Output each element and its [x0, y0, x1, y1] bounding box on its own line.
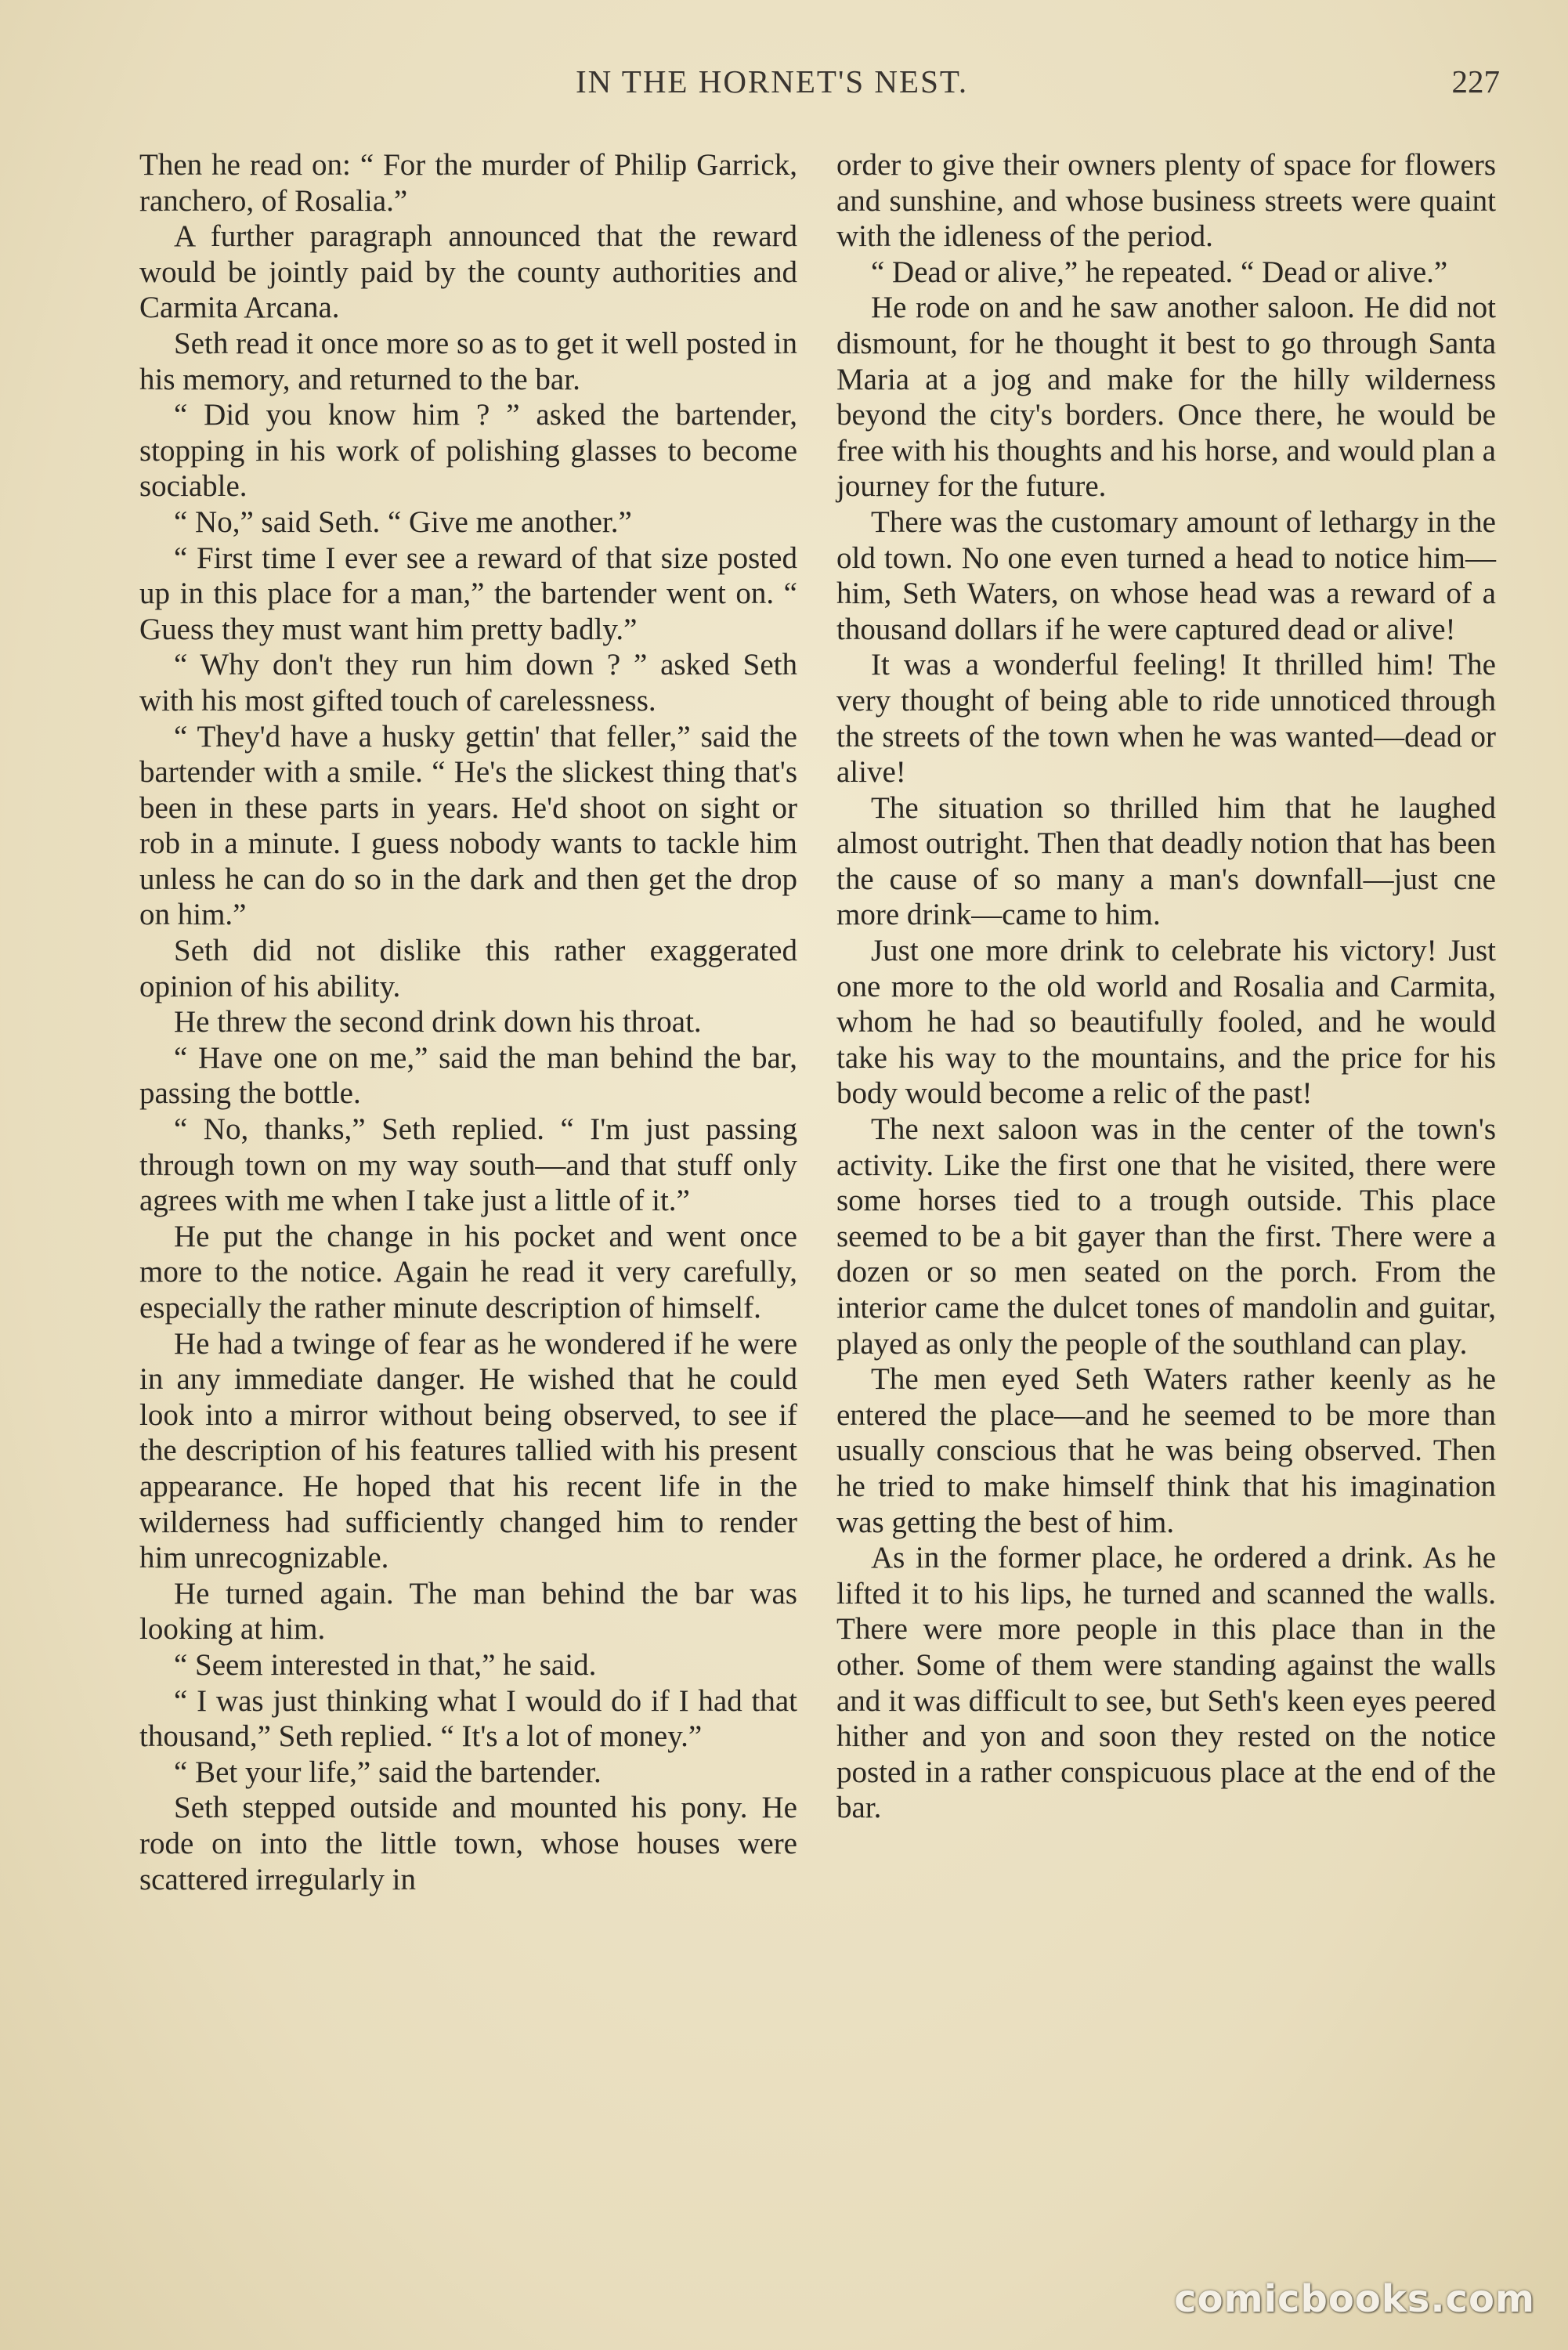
paragraph: “ First time I ever see a reward of that size posted up in this place for a man,” the bartender went on. “ Guess they must want him pretty badly.”: [139, 540, 797, 646]
paragraph: “ Why don't they run him down ? ” asked Seth with his most gifted touch of carelessness.: [139, 648, 797, 718]
paragraph: “ No,” said Seth. “ Give me another.”: [174, 504, 632, 539]
paragraph: Seth did not dislike this rather exaggerated opinion of his ability.: [139, 934, 797, 1003]
page-header: [0, 63, 1568, 118]
paragraph: “ No, thanks,” Seth replied. “ I'm just passing through town on my way south—and that stuff only agrees with me when I take just a little of it.”: [139, 1112, 797, 1218]
paragraph: There was the customary amount of lethargy in the old town. No one even turned a head to notice him—him, Seth Waters, on whose head was a reward of a thousand dollars if he were captured dead or alive!: [836, 504, 1496, 646]
paragraph: “ Seem interested in that,” he said.: [174, 1647, 597, 1682]
paragraph: “ I was just thinking what I would do if I had that thousand,” Seth replied. “ It's a lot of money.”: [139, 1683, 797, 1754]
running-title: IN THE HORNET'S NEST.: [576, 63, 969, 99]
paragraph: The men eyed Seth Waters rather keenly as he entered the place—and he seemed to be more than usually conscious that he was being observed. Then he tried to make himself think that his imagination was getting the best of him.: [836, 1362, 1496, 1539]
paragraph: Just one more drink to celebrate his victory! Just one more to the old world and Rosalia and Carmita, whom he had so beautifully fooled, and he would take his way to the mountains, and the price for his body would become a relic of the past!: [836, 934, 1496, 1111]
left-column: [139, 147, 797, 1897]
paragraph: He rode on and he saw another saloon. He did not dismount, for he thought it best to go through Santa Maria at a jog and make for the hilly wilderness beyond the city's borders. Once there, he would be free with his thoughts and his horse, and would plan a journey for the future.: [836, 291, 1496, 504]
paragraph: A further paragraph announced that the reward would be jointly paid by the county authorities and Carmita Arcana.: [139, 219, 797, 325]
paragraph: As in the former place, he ordered a drink. As he lifted it to his lips, he turned and scanned the walls. There were more people in this place than in the other. Some of them were standing against the walls and it was difficult to see, but Seth's keen eyes peered hither and yon and soon they rested on the notice posted in a rather conspicuous place at the end of the bar.: [836, 1541, 1496, 1825]
paragraph: order to give their owners plenty of space for flowers and sunshine, and whose business streets were quaint with the idleness of the period.: [836, 148, 1496, 254]
paragraph: He threw the second drink down his throat.: [174, 1005, 702, 1039]
paragraph: “ Dead or alive,” he repeated. “ Dead or alive.”: [871, 255, 1448, 289]
paragraph: Seth read it once more so as to get it well posted in his memory, and returned to the bar.: [139, 326, 797, 396]
paragraph: “ Bet your life,” said the bartender.: [174, 1755, 602, 1789]
watermark-logo: comicbooks.com: [1174, 2277, 1535, 2321]
right-column: [836, 147, 1496, 1826]
paragraph: He put the change in his pocket and went once more to the notice. Again he read it very carefully, especially the rather minute description of himself.: [139, 1219, 797, 1325]
paragraph: Then he read on: “ For the murder of Philip Garrick, ranchero, of Rosalia.”: [139, 148, 797, 218]
paragraph: He had a twinge of fear as he wondered if he were in any immediate danger. He wished that he could look into a mirror without being observed, to see if the description of his features tallied with his present appearance. He hoped that his recent life in the wilderness had sufficiently changed him to render him unrecognizable.: [139, 1326, 797, 1575]
paragraph: “ Did you know him ? ” asked the bartender, stopping in his work of polishing glasses to become sociable.: [139, 398, 797, 504]
paragraph: “ They'd have a husky gettin' that feller,” said the bartender with a smile. “ He's the slickest thing that's been in these parts in years. He'd shoot on sight or rob in a minute. I guess nobody wants to tackle him unless he can do so in the dark and then get the drop on him.”: [139, 719, 797, 932]
paragraph: It was a wonderful feeling! It thrilled him! The very thought of being able to ride unnoticed through the streets of the town when he was wanted—dead or alive!: [836, 648, 1496, 790]
page-number: 227: [1451, 63, 1500, 99]
paragraph: The next saloon was in the center of the town's activity. Like the first one that he visited, there were some horses tied to a trough outside. This place seemed to be a bit gayer than the first. There were a dozen or so men seated on the porch. From the interior came the dulcet tones of mandolin and guitar, played as only the people of the southland can play.: [836, 1112, 1496, 1361]
paragraph: Seth stepped outside and mounted his pony. He rode on into the little town, whose houses were scattered irregularly in: [139, 1791, 797, 1896]
paragraph: The situation so thrilled him that he laughed almost outright. Then that deadly notion that has been the cause of so many a man's downfall—just cne more drink—came to him.: [836, 790, 1496, 932]
paragraph: He turned again. The man behind the bar was looking at him.: [139, 1576, 797, 1647]
paragraph: “ Have one on me,” said the man behind the bar, passing the bottle.: [139, 1040, 797, 1111]
